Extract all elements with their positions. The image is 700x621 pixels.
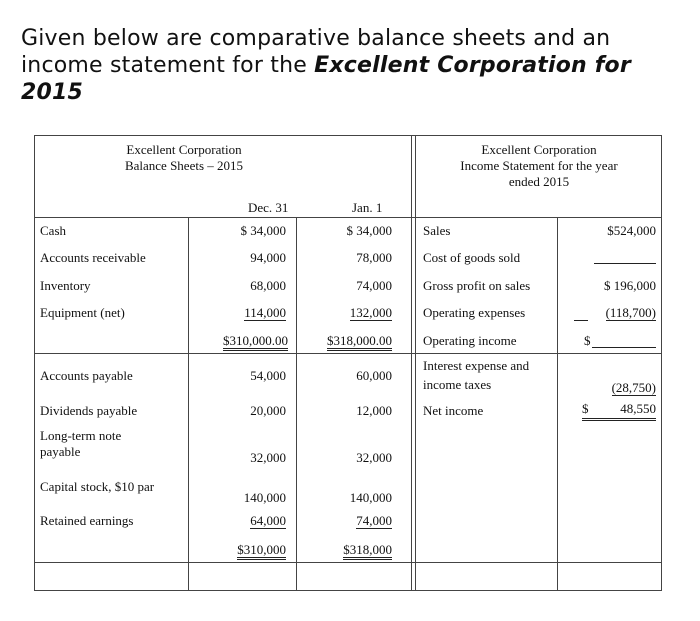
bs-asset-dec: $ 34,000: [240, 223, 286, 238]
is-company: Excellent Corporation: [481, 142, 597, 157]
bs-asset-jan: 74,000: [356, 278, 392, 293]
heading-company-name: Excellent Corporation for: [314, 53, 631, 78]
bs-liability-label: Accounts payable: [40, 368, 133, 383]
table-border-right: [661, 135, 662, 591]
bs-liability-label-2: payable: [40, 444, 81, 459]
bs-liability-dec: 32,000: [250, 450, 286, 465]
heading-line-1: Given below are comparative balance sheets and an: [21, 26, 611, 51]
bs-liability-jan: 60,000: [356, 368, 392, 383]
bs-total-liabilities-dec-value: $310,000: [237, 542, 286, 560]
bs-title: Balance Sheets – 2015: [124, 158, 244, 173]
is-row-value: [560, 306, 656, 320]
is-row-label-2: income taxes: [423, 377, 492, 392]
table-border-left: [34, 135, 35, 591]
bs-liability-label: Long-term note: [40, 428, 122, 443]
bs-liability-jan-value: 74,000: [356, 513, 392, 528]
bs-liability-dec-value: 64,000: [250, 513, 286, 528]
bs-asset-dec-value: 114,000: [244, 305, 286, 320]
bs-asset-label: Equipment (net): [40, 305, 125, 320]
heading-line-3: [21, 79, 681, 106]
row-line-3: [34, 562, 662, 563]
bs-total-liabilities-dec: [184, 543, 286, 557]
is-row-value-text: (28,750): [611, 380, 656, 395]
bs-asset-dec: 94,000: [250, 250, 286, 265]
bs-liability-label: Dividends payable: [40, 403, 138, 418]
divider-left-right-2: [415, 135, 416, 591]
is-row-value: [560, 381, 656, 395]
bs-liability-jan: 12,000: [356, 403, 392, 418]
bs-company: Excellent Corporation: [126, 142, 242, 157]
is-net-income-amount: 48,550: [620, 401, 656, 416]
bs-total-assets-jan: [296, 334, 392, 348]
is-title-line-2: ended 2015: [508, 174, 570, 189]
is-row-label: Interest expense and: [423, 358, 530, 373]
is-blank-cogs: [594, 263, 656, 264]
bs-col-dec: Dec. 31: [248, 200, 289, 215]
divider-is-value: [557, 217, 558, 591]
bs-col-jan: Jan. 1: [352, 200, 383, 215]
is-row-label: Gross profit on sales: [423, 278, 531, 293]
bs-total-liabilities-jan-value: $318,000: [343, 542, 392, 560]
heading-year: 2015: [21, 80, 84, 105]
table-border-bottom: [34, 590, 662, 591]
is-title-line-1: Income Statement for the year: [460, 158, 618, 173]
bs-total-assets-dec-value: $310,000.00: [223, 333, 288, 351]
is-row-label: Operating expenses: [423, 305, 526, 320]
row-line-2: [34, 353, 662, 354]
bs-liability-jan: 140,000: [349, 490, 392, 505]
question-heading: [21, 25, 681, 106]
divider-left-right: [411, 135, 412, 591]
is-net-income-value: [582, 402, 656, 421]
is-row-label: Sales: [423, 223, 451, 238]
bs-total-assets-dec: [184, 334, 288, 348]
is-row-label: Operating income: [423, 333, 517, 348]
bs-liability-dec: 20,000: [250, 403, 286, 418]
bs-liability-jan: [296, 514, 392, 528]
bs-asset-label: Cash: [40, 223, 66, 238]
bs-asset-jan: $ 34,000: [346, 223, 392, 238]
is-row-label: Cost of goods sold: [423, 250, 521, 265]
is-row-value: $: [584, 333, 591, 348]
bs-asset-label: Accounts receivable: [40, 250, 146, 265]
is-blank-operating-income: [592, 347, 656, 348]
bs-asset-label: Inventory: [40, 278, 91, 293]
bs-liability-dec: 54,000: [250, 368, 286, 383]
heading-line-2: [21, 52, 681, 79]
bs-asset-jan: [296, 306, 392, 320]
bs-asset-jan-value: 132,000: [349, 305, 392, 320]
bs-asset-jan: 78,000: [356, 250, 392, 265]
is-opex-underline-lead: [574, 320, 588, 321]
bs-total-liabilities-jan: [296, 543, 392, 557]
heading-line-2-plain: income statement for the: [21, 53, 315, 78]
is-row-label: Net income: [423, 403, 484, 418]
row-line-1: [34, 217, 662, 218]
bs-liability-jan: 32,000: [356, 450, 392, 465]
bs-total-assets-jan-value: $318,000.00: [327, 333, 392, 351]
bs-liability-dec: 140,000: [243, 490, 286, 505]
is-row-value: $524,000: [607, 223, 656, 238]
is-row-value-text: (118,700): [605, 305, 656, 320]
is-row-value: $ 196,000: [604, 278, 656, 293]
financial-statements-table: [34, 135, 662, 591]
bs-liability-label: Retained earnings: [40, 513, 134, 528]
bs-liability-label: Capital stock, $10 par: [40, 479, 155, 494]
bs-asset-dec: 68,000: [250, 278, 286, 293]
table-border-top: [34, 135, 662, 136]
is-net-income-symbol: $: [582, 401, 589, 416]
bs-asset-dec: [184, 306, 286, 320]
bs-liability-dec: [184, 514, 286, 528]
